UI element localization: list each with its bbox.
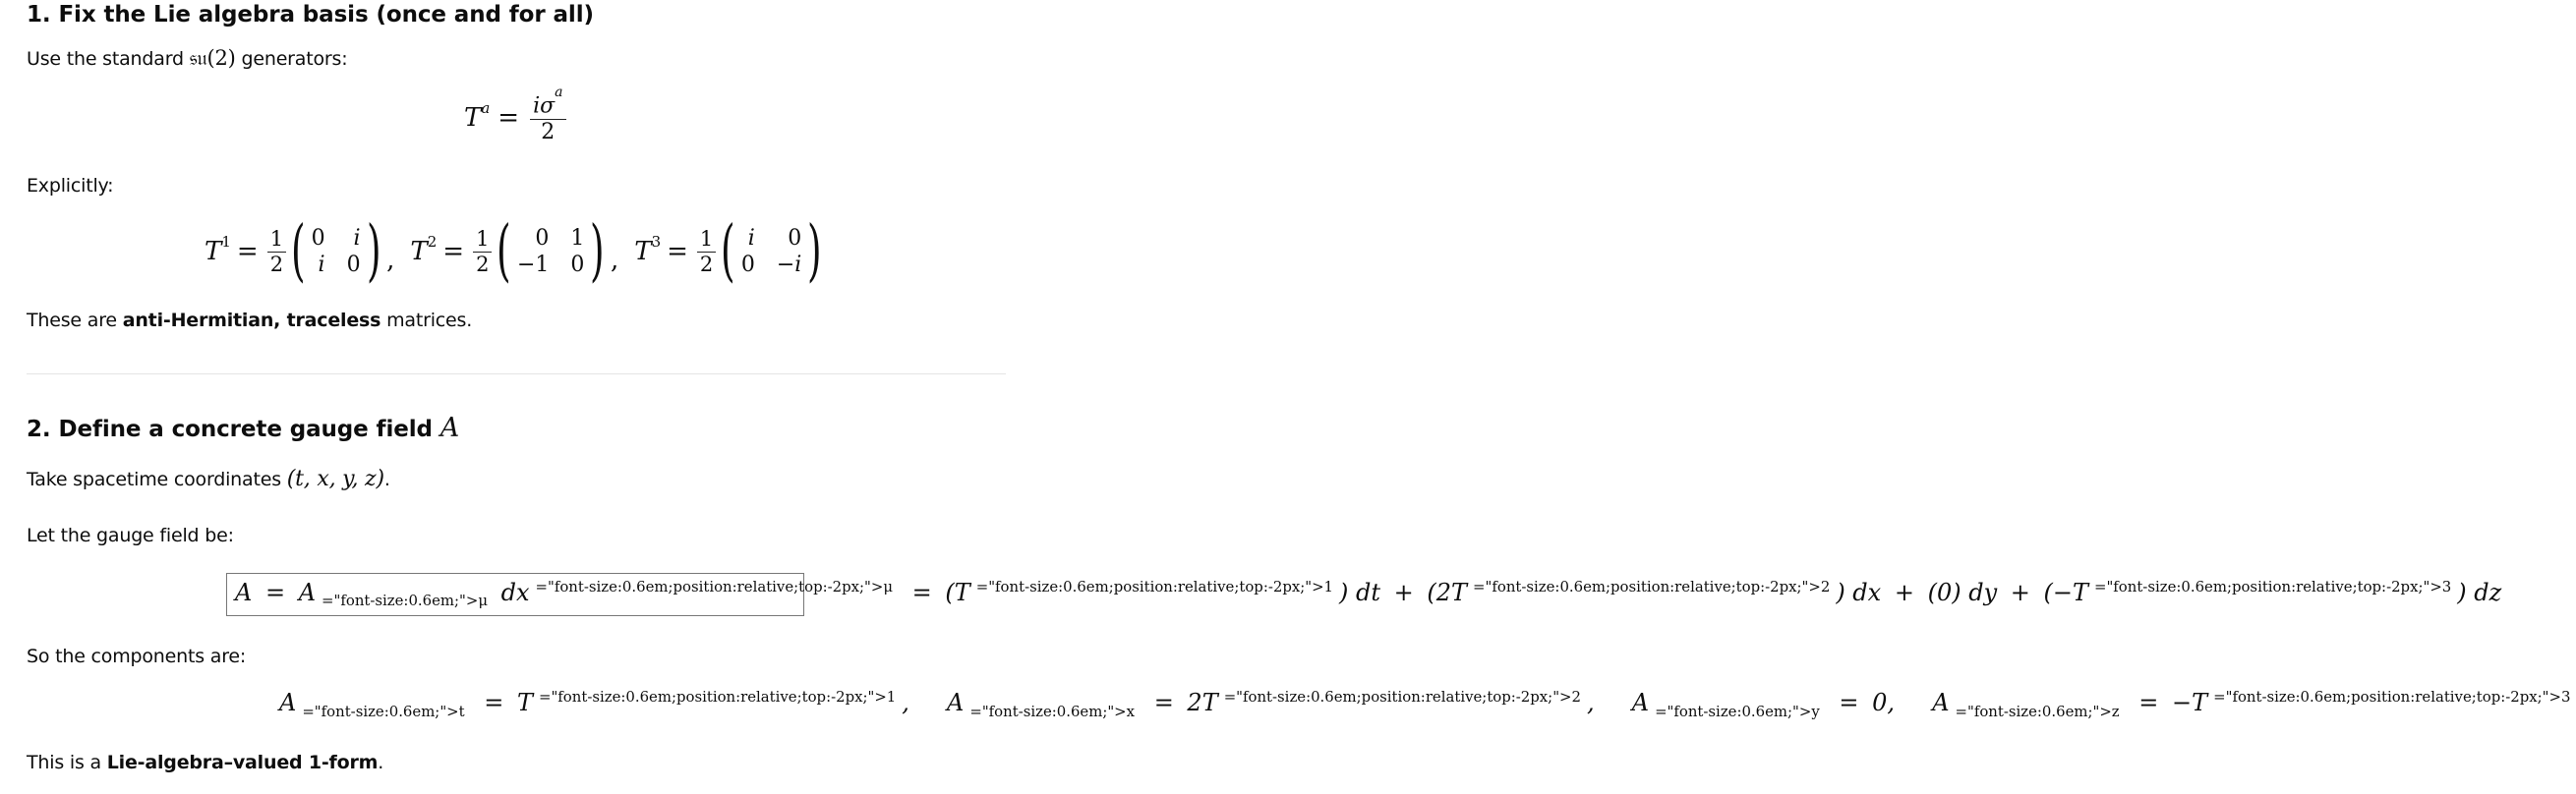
components-label: So the components are: (27, 646, 247, 667)
t2-label: T (410, 237, 428, 266)
final-suffix: . (378, 752, 384, 773)
t2-sup: 2 (427, 233, 438, 251)
t3-cell-12: 0 (788, 225, 802, 251)
boxed-gauge-equation (226, 573, 2502, 616)
def-denominator: 2 (541, 119, 556, 144)
t3-sup: 3 (651, 233, 662, 251)
t1-half-den: 2 (269, 252, 284, 276)
t1-label: T (205, 237, 222, 266)
t1-matrix: ( 0 i i 0 ) (291, 212, 381, 290)
t3-cell-21: 0 (740, 253, 755, 277)
def-lhs-sup: a (481, 99, 491, 118)
explicitly-label: Explicitly: (27, 175, 114, 197)
t3-half-num: 1 (699, 227, 714, 252)
generator-definition: T $^a$ = $\frac{i\sigma^a}{2}$ (464, 92, 569, 144)
section-1-heading: 1. Fix the Lie algebra basis (once and for all) (27, 2, 594, 28)
components-equation-text: A $_{="font-size:0.6em;">t}$ = T $^{="font-size:0.6em;position:relative;top:-2px;">1}$ , A $_{="font-size:0.6em;">x}$ = 2T $^{="font-size:0.6em;position:relative;top:-2px;">2}$ , A $_{="font-size:0.6em;">y}$ = 0, A $_{="font-size:0.6em;">z}$ = −T $^{="font-size:0.6em;position:relative;top:-2px;">3}$ (279, 688, 2571, 720)
t3-cell-22: −i (776, 253, 802, 277)
intro-prefix: Use the standard (27, 48, 190, 70)
final-prefix: This is a (27, 752, 107, 773)
matrix-row: T $^1$ = $\frac{1}{2}$ ( 0 i i 0 ) , T $^2$ = $\frac{1}{2}$ ( 0 1 −1 0 ) , T $^3$ = $\frac{1}{2}$ ( i 0 0 −i ) (205, 212, 822, 290)
t2-half-num: 1 (476, 227, 490, 252)
section-2-heading-math: A (439, 413, 460, 443)
t2-cell-11: 0 (535, 225, 550, 251)
t1-half-num: 1 (269, 227, 284, 252)
coords-math: (t, x, y, z) (286, 467, 384, 491)
final-line (27, 752, 383, 773)
gauge-equation-text: A = A $_{="font-size:0.6em;">\mu}$ dx $^{="font-size:0.6em;position:relative;top:-2px;">\mu}$ = (T $^{="font-size:0.6em;position:relative;top:-2px;">1}$ ) dt + (2T $^{="font-size:0.6em;position:relative;top:-2px;">2}$ ) dx + (0) dy + (−T $^{="font-size:0.6em;position:relative;top:-2px;">3}$ ) dz (235, 577, 2502, 610)
final-bold: Lie-algebra–valued 1-form (106, 752, 379, 773)
t2-cell-22: 0 (570, 253, 585, 277)
section-divider (27, 373, 1006, 374)
t2-cell-21: −1 (516, 253, 550, 277)
t3-label: T (634, 237, 652, 266)
coords-suffix: . (383, 469, 390, 490)
su2-symbol: 𝔰𝔲(2) (189, 46, 236, 70)
section-2-heading-text: 2. Define a concrete gauge field (27, 417, 440, 442)
section-1-intro (27, 46, 347, 71)
let-line: Let the gauge field be: (27, 525, 234, 546)
coords-prefix: Take spacetime coordinates (27, 469, 287, 490)
t1-sup: 1 (221, 233, 231, 251)
components-equation (279, 688, 2576, 720)
summary-line (27, 310, 472, 331)
summary-suffix: matrices. (381, 310, 473, 331)
t1-cell-21: i (318, 253, 325, 277)
t2-half-den: 2 (476, 252, 490, 276)
summary-bold: anti-Hermitian, traceless (122, 310, 381, 331)
intro-suffix: generators: (235, 48, 348, 70)
def-lhs: T (464, 103, 482, 134)
coordinates-line (27, 467, 390, 491)
t1-cell-22: 0 (346, 253, 361, 277)
t3-half-den: 2 (699, 252, 714, 276)
t2-cell-12: 1 (570, 225, 585, 251)
def-fraction (530, 85, 565, 144)
summary-prefix: These are (27, 310, 123, 331)
def-numerator: iσ (533, 93, 556, 119)
t1-cell-11: 0 (311, 225, 325, 251)
t1-cell-12: i (353, 225, 361, 251)
section-2-heading (27, 413, 459, 443)
def-num-sup: a (555, 85, 563, 100)
t3-matrix: ( i 0 0 −i ) (721, 212, 822, 290)
t2-matrix: ( 0 1 −1 0 ) (497, 212, 605, 290)
t3-cell-11: i (747, 225, 755, 251)
